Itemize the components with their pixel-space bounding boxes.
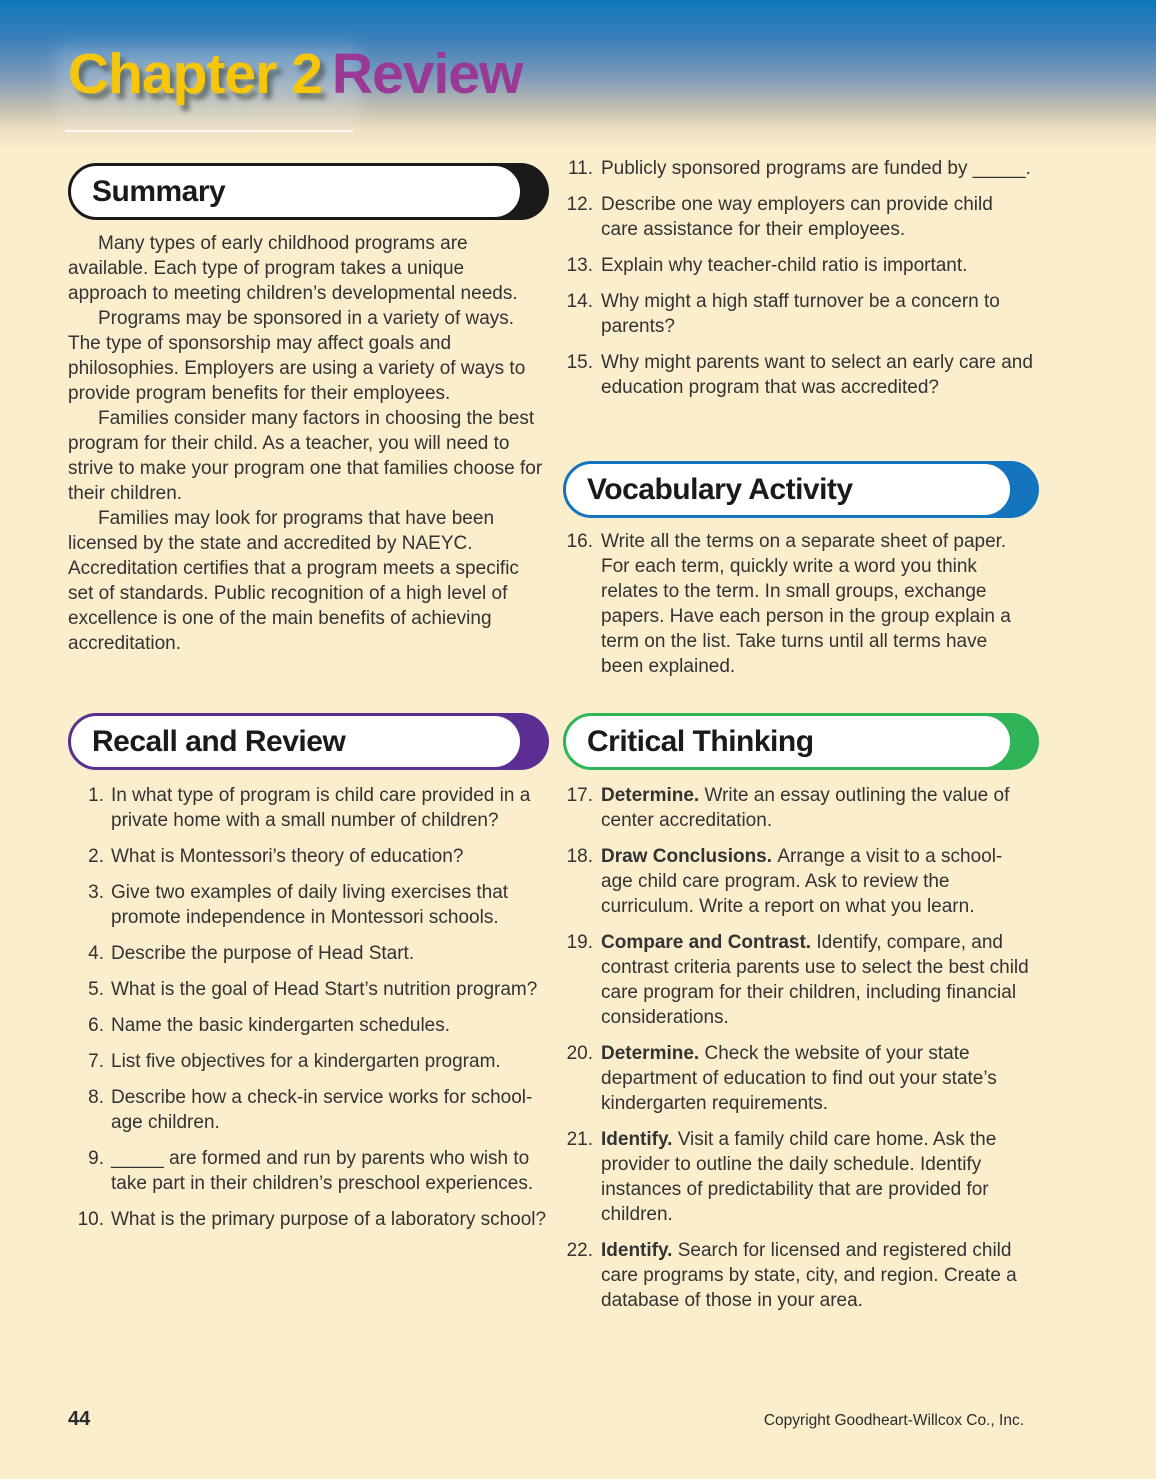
recall-question-list-left [68, 783, 550, 1243]
question-item [563, 192, 1033, 242]
question-number: 13. [566, 255, 593, 276]
question-lead: Compare and Contrast. [601, 932, 817, 953]
section-header-vocabulary [563, 461, 1013, 518]
question-item [68, 783, 550, 833]
review-title: Review [331, 42, 523, 106]
question-item [68, 1049, 550, 1074]
vocabulary-activity-list [563, 529, 1033, 690]
question-text: Write all the terms on a separate sheet of paper. For each term, quickly write a word you think relates to the term. In small groups, exchange papers. Have each person in the group explain a term on the list. Take turns until all terms have been explained. [601, 531, 1011, 677]
question-number: 20. [566, 1043, 593, 1064]
question-item [68, 1085, 550, 1135]
question-item [563, 289, 1033, 339]
question-number: 22. [566, 1240, 593, 1261]
question-item [68, 941, 550, 966]
question-number: 4. [88, 943, 104, 964]
question-text: Why might a high staff turnover be a concern to parents? [601, 291, 1000, 337]
question-number: 16. [566, 531, 593, 552]
question-text: Describe one way employers can provide child care assistance for their employees. [601, 194, 993, 240]
question-item [68, 977, 550, 1002]
summary-paragraph: Programs may be sponsored in a variety of ways. The type of sponsorship may affect goals and philosophies. Employers are using a variety of ways to provide program benefits for their employees. [68, 308, 526, 404]
recall-question-list-right [563, 156, 1033, 411]
page-header [0, 0, 1156, 150]
question-number: 3. [88, 882, 104, 903]
question-number: 7. [88, 1051, 104, 1072]
summary-paragraph: Families may look for programs that have been licensed by the state and accredited by NAEYC. Accreditation certifies that a program meets a specific set of standards. Public recognition of a high level of excellence is one of the main benefits of achieving accreditation. [68, 508, 519, 654]
question-lead: Draw Conclusions. [601, 846, 778, 867]
section-header-summary [68, 163, 523, 220]
page-title [68, 42, 522, 106]
question-text: In what type of program is child care provided in a private home with a small number of children? [111, 785, 531, 831]
question-item [563, 930, 1033, 1030]
question-text: Describe how a check-in service works for school-age children. [111, 1087, 533, 1133]
question-number: 11. [567, 158, 593, 179]
question-number: 15. [566, 352, 593, 373]
question-number: 19. [566, 932, 593, 953]
question-number: 8. [88, 1087, 104, 1108]
question-text: Determine. Check the website of your state department of education to find out your state’s kindergarten requirements. [601, 1043, 997, 1114]
question-text: Why might parents want to select an early care and education program that was accredited? [601, 352, 1033, 398]
question-text: _____ are formed and run by parents who wish to take part in their children’s preschool experiences. [111, 1148, 534, 1194]
question-item [563, 156, 1033, 181]
question-number: 21. [566, 1129, 593, 1150]
section-title-critical: Critical Thinking [587, 724, 814, 758]
question-number: 1. [88, 785, 104, 806]
question-text: Name the basic kindergarten schedules. [111, 1015, 451, 1036]
pill-face [563, 461, 1013, 518]
question-text: Determine. Write an essay outlining the value of center accreditation. [601, 785, 1010, 831]
question-item [68, 880, 550, 930]
pill-face [563, 713, 1013, 770]
question-item [68, 1146, 550, 1196]
section-title-vocabulary: Vocabulary Activity [587, 472, 853, 506]
question-number: 12. [566, 194, 593, 215]
chapter-title: Chapter 2 [68, 42, 322, 106]
question-number: 17. [566, 785, 593, 806]
question-item [563, 1238, 1033, 1313]
question-lead: Identify. [601, 1129, 678, 1150]
question-item [563, 529, 1033, 679]
summary-paragraph: Many types of early childhood programs are available. Each type of program takes a unique approach to meeting children’s developmental needs. [68, 233, 518, 304]
summary-paragraph: Families consider many factors in choosing the best program for their child. As a teacher, you will need to strive to make your program one that families choose for their children. [68, 408, 543, 504]
question-item [563, 253, 1033, 278]
question-item [68, 844, 550, 869]
section-header-critical [563, 713, 1013, 770]
page-number: 44 [68, 1408, 91, 1430]
question-text: What is the goal of Head Start’s nutrition program? [111, 979, 538, 1000]
question-item [563, 783, 1033, 833]
question-number: 14. [566, 291, 593, 312]
question-text: Identify. Search for licensed and registered child care programs by state, city, and region. Create a database of those in your area. [601, 1240, 1017, 1311]
question-number: 6. [88, 1015, 104, 1036]
question-lead: Determine. [601, 785, 705, 806]
question-number: 9. [88, 1148, 104, 1169]
question-item [68, 1207, 550, 1232]
pill-face [68, 713, 523, 770]
question-number: 2. [88, 846, 104, 867]
question-number: 5. [88, 979, 104, 1000]
section-title-summary: Summary [92, 174, 226, 208]
summary-text [68, 231, 548, 656]
question-text: List five objectives for a kindergarten program. [111, 1051, 501, 1072]
critical-thinking-list [563, 783, 1033, 1324]
question-text: Explain why teacher-child ratio is important. [601, 255, 968, 276]
question-item [563, 1041, 1033, 1116]
question-text: What is the primary purpose of a laboratory school? [111, 1209, 547, 1230]
question-text: Describe the purpose of Head Start. [111, 943, 415, 964]
section-title-recall: Recall and Review [92, 724, 346, 758]
pill-face [68, 163, 523, 220]
question-item [563, 844, 1033, 919]
question-text: Compare and Contrast. Identify, compare, and contrast criteria parents use to select the best child care program for their children, including financial considerations. [601, 932, 1029, 1028]
copyright-text: Copyright Goodheart-Willcox Co., Inc. [763, 1412, 1024, 1429]
title-underline [65, 130, 353, 132]
question-number: 10. [77, 1209, 104, 1230]
question-text: Draw Conclusions. Arrange a visit to a school-age child care program. Ask to review the curriculum. Write a report on what you learn. [601, 846, 1003, 917]
question-number: 18. [566, 846, 593, 867]
question-item [68, 1013, 550, 1038]
question-lead: Identify. [601, 1240, 678, 1261]
question-item [563, 350, 1033, 400]
question-text: Publicly sponsored programs are funded by _____. [601, 158, 1031, 179]
section-header-recall [68, 713, 523, 770]
question-text: Give two examples of daily living exercises that promote independence in Montessori schools. [111, 882, 509, 928]
question-text: Identify. Visit a family child care home. Ask the provider to outline the daily schedule. Identify instances of predictability that are provided for children. [601, 1129, 997, 1225]
question-lead: Determine. [601, 1043, 705, 1064]
question-item [563, 1127, 1033, 1227]
question-text: What is Montessori’s theory of education? [111, 846, 464, 867]
